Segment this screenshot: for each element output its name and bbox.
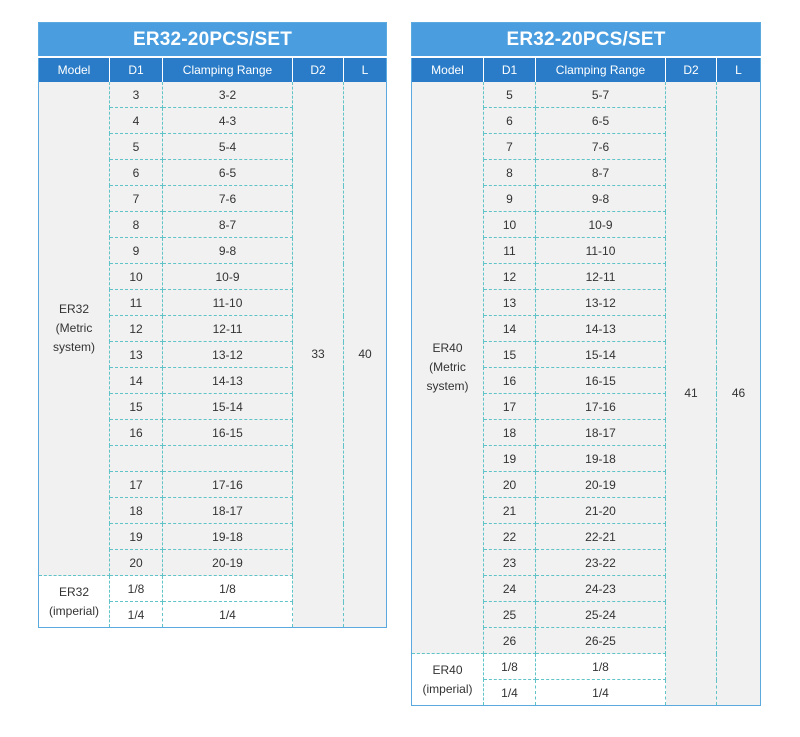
model-label-line: (imperial) bbox=[422, 681, 473, 696]
clamping-range-cell: 8-7 bbox=[163, 212, 293, 238]
clamping-range-cell: 26-25 bbox=[536, 628, 666, 654]
clamping-range-cell: 4-3 bbox=[163, 108, 293, 134]
clamping-range-cell: 19-18 bbox=[536, 446, 666, 472]
d1-cell: 23 bbox=[484, 550, 536, 576]
d1-cell: 24 bbox=[484, 576, 536, 602]
table-title: ER32-20PCS/SET bbox=[39, 23, 387, 58]
clamping-range-cell: 11-10 bbox=[536, 238, 666, 264]
header-d1: D1 bbox=[484, 57, 536, 82]
clamping-range-cell: 1/4 bbox=[536, 680, 666, 706]
model-label-line: system) bbox=[426, 379, 469, 393]
d1-cell: 3 bbox=[110, 82, 163, 108]
model-label-line: ER40 bbox=[432, 341, 463, 355]
clamping-range-cell: 23-22 bbox=[536, 550, 666, 576]
clamping-range-cell: 1/4 bbox=[163, 602, 293, 628]
d1-cell: 15 bbox=[484, 342, 536, 368]
model-label-line: (Metric bbox=[429, 360, 466, 374]
d1-cell: 5 bbox=[484, 82, 536, 108]
d1-cell: 13 bbox=[110, 342, 163, 368]
d1-cell: 21 bbox=[484, 498, 536, 524]
d2-cell: 33 bbox=[293, 82, 344, 628]
d1-cell: 12 bbox=[484, 264, 536, 290]
clamping-range-cell: 9-8 bbox=[536, 186, 666, 212]
d1-cell: 4 bbox=[110, 108, 163, 134]
model-label-line: (Metric bbox=[55, 321, 93, 335]
clamping-range-cell: 5-7 bbox=[536, 82, 666, 108]
clamping-range-cell: 18-17 bbox=[163, 498, 293, 524]
clamping-range-cell: 3-2 bbox=[163, 82, 293, 108]
clamping-range-cell: 6-5 bbox=[163, 160, 293, 186]
clamping-range-cell: 20-19 bbox=[163, 550, 293, 576]
d1-cell: 5 bbox=[110, 134, 163, 160]
clamping-range-cell: 17-16 bbox=[536, 394, 666, 420]
l-cell: 46 bbox=[717, 82, 761, 706]
table-title-row bbox=[412, 23, 761, 58]
d1-cell bbox=[110, 446, 163, 472]
d1-cell: 16 bbox=[110, 420, 163, 446]
table-header-row bbox=[39, 57, 387, 82]
model-cell bbox=[412, 82, 484, 654]
model-cell bbox=[39, 576, 110, 628]
clamping-range-cell: 25-24 bbox=[536, 602, 666, 628]
clamping-range-cell: 13-12 bbox=[163, 342, 293, 368]
clamping-range-cell: 5-4 bbox=[163, 134, 293, 160]
d1-cell: 1/8 bbox=[110, 576, 163, 602]
d1-cell: 14 bbox=[484, 316, 536, 342]
clamping-range-cell: 9-8 bbox=[163, 238, 293, 264]
d1-cell: 1/4 bbox=[110, 602, 163, 628]
d1-cell: 8 bbox=[484, 160, 536, 186]
d1-cell: 11 bbox=[484, 238, 536, 264]
model-label-line: ER32 bbox=[58, 584, 90, 599]
d2-cell: 41 bbox=[666, 82, 717, 706]
clamping-range-cell: 12-11 bbox=[163, 316, 293, 342]
clamping-range-cell: 14-13 bbox=[163, 368, 293, 394]
d1-cell: 13 bbox=[484, 290, 536, 316]
header-l: L bbox=[717, 57, 761, 82]
spec-table-er40 bbox=[411, 22, 761, 706]
header-l: L bbox=[344, 57, 387, 82]
header-d1: D1 bbox=[110, 57, 163, 82]
clamping-range-cell: 10-9 bbox=[536, 212, 666, 238]
table-row bbox=[412, 82, 761, 108]
clamping-range-cell: 15-14 bbox=[163, 394, 293, 420]
clamping-range-cell: 20-19 bbox=[536, 472, 666, 498]
header-d2: D2 bbox=[293, 57, 344, 82]
clamping-range-cell: 18-17 bbox=[536, 420, 666, 446]
clamping-range-cell bbox=[163, 446, 293, 472]
d1-cell: 8 bbox=[110, 212, 163, 238]
clamping-range-cell: 10-9 bbox=[163, 264, 293, 290]
clamping-range-cell: 16-15 bbox=[163, 420, 293, 446]
d1-cell: 12 bbox=[110, 316, 163, 342]
clamping-range-cell: 17-16 bbox=[163, 472, 293, 498]
d1-cell: 26 bbox=[484, 628, 536, 654]
clamping-range-cell: 6-5 bbox=[536, 108, 666, 134]
d1-cell: 9 bbox=[110, 238, 163, 264]
table-title-row bbox=[39, 23, 387, 58]
l-cell: 40 bbox=[344, 82, 387, 628]
d1-cell: 6 bbox=[110, 160, 163, 186]
model-label-line: system) bbox=[53, 340, 95, 354]
table-title: ER32-20PCS/SET bbox=[412, 23, 761, 58]
model-label-line: ER40 bbox=[432, 662, 463, 677]
d1-cell: 25 bbox=[484, 602, 536, 628]
d1-cell: 11 bbox=[110, 290, 163, 316]
model-cell bbox=[39, 82, 110, 576]
model-cell bbox=[412, 654, 484, 706]
header-clamping-range: Clamping Range bbox=[163, 57, 293, 82]
d1-cell: 22 bbox=[484, 524, 536, 550]
d1-cell: 7 bbox=[484, 134, 536, 160]
clamping-range-cell: 19-18 bbox=[163, 524, 293, 550]
header-clamping-range: Clamping Range bbox=[536, 57, 666, 82]
d1-cell: 20 bbox=[484, 472, 536, 498]
clamping-range-cell: 14-13 bbox=[536, 316, 666, 342]
d1-cell: 15 bbox=[110, 394, 163, 420]
d1-cell: 19 bbox=[110, 524, 163, 550]
d1-cell: 1/4 bbox=[484, 680, 536, 706]
clamping-range-cell: 22-21 bbox=[536, 524, 666, 550]
d1-cell: 16 bbox=[484, 368, 536, 394]
model-label-line: (imperial) bbox=[48, 603, 99, 618]
header-model: Model bbox=[39, 57, 110, 82]
model-label-line: ER32 bbox=[58, 302, 90, 316]
clamping-range-cell: 1/8 bbox=[536, 654, 666, 680]
header-d2: D2 bbox=[666, 57, 717, 82]
d1-cell: 10 bbox=[484, 212, 536, 238]
d1-cell: 17 bbox=[110, 472, 163, 498]
d1-cell: 14 bbox=[110, 368, 163, 394]
clamping-range-cell: 15-14 bbox=[536, 342, 666, 368]
clamping-range-cell: 1/8 bbox=[163, 576, 293, 602]
d1-cell: 1/8 bbox=[484, 654, 536, 680]
d1-cell: 7 bbox=[110, 186, 163, 212]
d1-cell: 10 bbox=[110, 264, 163, 290]
table-header-row bbox=[412, 57, 761, 82]
d1-cell: 19 bbox=[484, 446, 536, 472]
clamping-range-cell: 21-20 bbox=[536, 498, 666, 524]
d1-cell: 9 bbox=[484, 186, 536, 212]
clamping-range-cell: 13-12 bbox=[536, 290, 666, 316]
clamping-range-cell: 7-6 bbox=[163, 186, 293, 212]
clamping-range-cell: 7-6 bbox=[536, 134, 666, 160]
header-model: Model bbox=[412, 57, 484, 82]
d1-cell: 20 bbox=[110, 550, 163, 576]
d1-cell: 18 bbox=[110, 498, 163, 524]
clamping-range-cell: 24-23 bbox=[536, 576, 666, 602]
clamping-range-cell: 8-7 bbox=[536, 160, 666, 186]
table-row bbox=[39, 82, 387, 108]
clamping-range-cell: 16-15 bbox=[536, 368, 666, 394]
d1-cell: 17 bbox=[484, 394, 536, 420]
clamping-range-cell: 12-11 bbox=[536, 264, 666, 290]
d1-cell: 18 bbox=[484, 420, 536, 446]
d1-cell: 6 bbox=[484, 108, 536, 134]
clamping-range-cell: 11-10 bbox=[163, 290, 293, 316]
spec-table-er32 bbox=[38, 22, 387, 628]
